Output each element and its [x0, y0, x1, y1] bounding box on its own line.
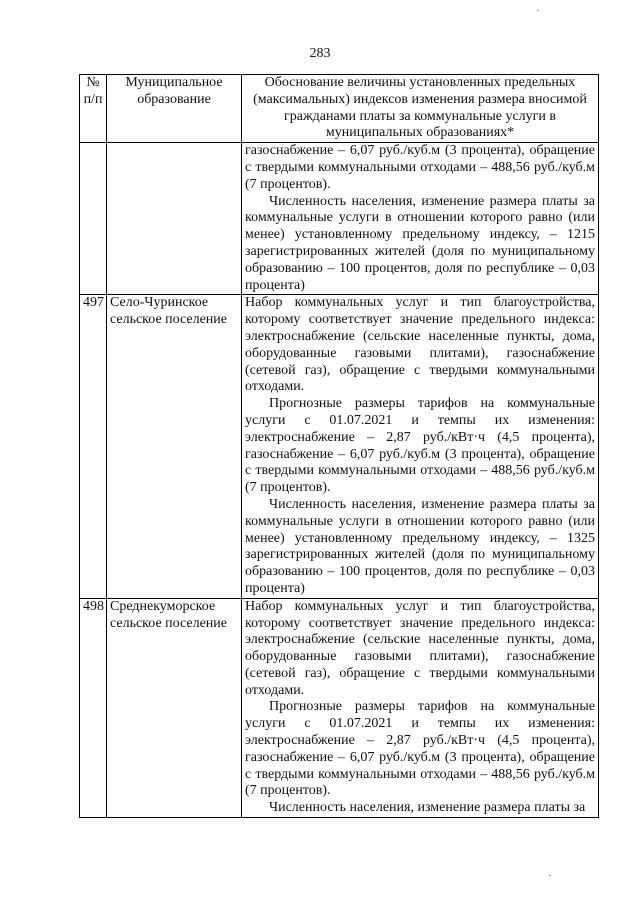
- row-num: 497: [80, 295, 107, 598]
- row-num: 498: [80, 598, 107, 817]
- table-row-498: [80, 598, 599, 817]
- row-municipality: Село-Чуринское сельское поселение: [107, 295, 242, 598]
- scan-mark: ·: [536, 5, 540, 17]
- header-num: № п/п: [80, 75, 107, 143]
- row-municipality: [107, 143, 242, 295]
- paragraph: Численность населения, изменение размера платы за коммунальные услуги в отношении которого равно (или менее) установленному предельному индексу, – 1215 зарегистрированных жителей (доля по муниципальному образованию – 100 процентов, доля по республике – 0,03 процента): [245, 193, 595, 293]
- paragraph: Численность населения, изменение размера платы за: [269, 800, 586, 816]
- header-justification: Обоснование величины установленных предельных (максимальных) индексов изменения размера вносимой гражданами платы за коммунальные услуги в муниципальных образованиях*: [242, 75, 599, 143]
- table-row-continuation: [80, 143, 599, 295]
- paragraph: Прогнозные размеры тарифов на коммунальные услуги с 01.07.2021 и темпы их изменения: электроснабжение – 2,87 руб./кВт·ч (4,5 процента), газоснабжение – 6,07 руб./куб.м (3 процента), обращение с твердыми коммунальными отходами – 488,56 руб./куб.м (7 процентов).: [245, 699, 595, 799]
- page-number: 283: [309, 46, 331, 61]
- row-justification: [242, 598, 599, 817]
- paragraph: Прогнозные размеры тарифов на коммунальные услуги с 01.07.2021 и темпы их изменения: электроснабжение – 2,87 руб./кВт·ч (4,5 процента), газоснабжение – 6,07 руб./куб.м (3 процента), обращение с твердыми коммунальными отходами – 488,56 руб./куб.м (7 процентов).: [245, 396, 595, 496]
- scan-mark: ·: [548, 870, 552, 882]
- header-municipality: Муниципальное образование: [107, 75, 242, 143]
- row-municipality: Среднекуморское сельское поселение: [107, 598, 242, 817]
- paragraph: Численность населения, изменение размера платы за коммунальные услуги в отношении которого равно (или менее) установленному предельному индексу, – 1325 зарегистрированных жителей (доля по муниципальному образованию – 100 процентов, доля по республике – 0,03 процента): [245, 496, 595, 596]
- row-justification: [242, 143, 599, 295]
- table-row-497: [80, 295, 599, 598]
- paragraph: Набор коммунальных услуг и тип благоустройства, которому соответствует значение предельного индекса: электроснабжение (сельские населенные пункты, дома, оборудованные газовыми плитами), газоснабжение (сетевой газ), обращение с твердыми коммунальными отходами.: [245, 598, 595, 698]
- table-header-row: [80, 75, 599, 143]
- paragraph: газоснабжение – 6,07 руб./куб.м (3 процента), обращение с твердыми коммунальными отходами – 488,56 руб./куб.м (7 процентов).: [245, 143, 595, 192]
- paragraph: Набор коммунальных услуг и тип благоустройства, которому соответствует значение предельного индекса: электроснабжение (сельские населенные пункты, дома, оборудованные газовыми плитами), газоснабжение (сетевой газ), обращение с твердыми коммунальными отходами.: [245, 295, 595, 395]
- indices-table: [79, 74, 599, 818]
- row-justification: [242, 295, 599, 598]
- row-num: [80, 143, 107, 295]
